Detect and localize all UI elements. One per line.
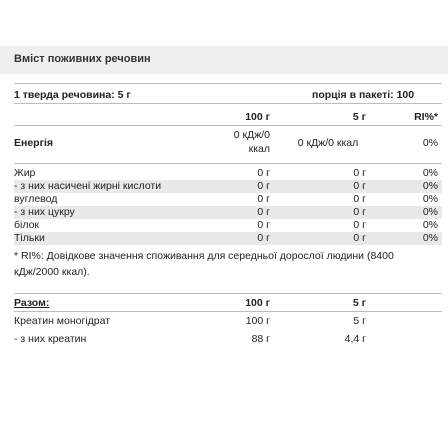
nutrient-ri: 0% xyxy=(422,137,438,149)
col-header-ri: RI%* xyxy=(414,111,438,123)
nutrient-name: Тільки xyxy=(14,232,45,244)
ingredient-name: Креатин моногідрат xyxy=(14,315,111,327)
composition-per100-header: 100 г xyxy=(245,297,270,309)
nutrient-name: Енергія xyxy=(14,137,54,149)
nutrient-name: білок xyxy=(14,219,40,231)
composition-total-label: Разом: xyxy=(14,297,50,309)
nutrient-per100: 0 кДж/0 ккал xyxy=(233,129,270,155)
ingredient-per100: 88 г xyxy=(251,333,270,345)
title-bar xyxy=(0,46,448,74)
serving-size-label: 1 тверда речовина: 5 г xyxy=(14,89,131,101)
nutrient-name: вуглевод xyxy=(14,193,58,205)
nutrient-per100: 0 г xyxy=(257,193,270,205)
divider xyxy=(14,125,442,126)
nutrient-per100: 0 г xyxy=(257,180,270,192)
nutrient-per5: 0 г xyxy=(353,193,366,205)
nutrient-per100: 0 г xyxy=(257,232,270,244)
nutrient-per5: 0 г xyxy=(353,206,366,218)
ingredient-per5: 4,4 г xyxy=(344,333,366,345)
nutrient-ri: 0% xyxy=(422,206,438,218)
nutrient-name: Жир xyxy=(14,167,36,179)
nutrient-per100: 0 г xyxy=(257,219,270,231)
nutrient-ri: 0% xyxy=(422,219,438,231)
nutrient-per5: 0 г xyxy=(353,219,366,231)
composition-per5-header: 5 г xyxy=(352,297,366,309)
divider xyxy=(14,103,442,104)
divider xyxy=(14,293,442,294)
divider xyxy=(14,163,442,164)
ingredient-name: - з них креатин xyxy=(14,333,87,345)
page-title: Вміст поживних речовин xyxy=(14,53,151,65)
nutrient-name: - з них цукру xyxy=(14,206,75,218)
divider xyxy=(14,83,442,84)
col-header-per100: 100 г xyxy=(245,111,270,123)
ingredient-per100: 100 г xyxy=(245,315,270,327)
ri-footnote: * RI%: Довідкове значення споживання для середньої дорослої людини (8400 кДж/2000 ккал). xyxy=(14,250,394,278)
nutrient-name: - з них насичені жирні кислоти xyxy=(14,180,162,192)
servings-per-pack-label: порція в пакеті: 100 xyxy=(312,89,415,101)
nutrient-per5: 0 г xyxy=(353,167,366,179)
nutrient-ri: 0% xyxy=(422,232,438,244)
nutrient-ri: 0% xyxy=(422,193,438,205)
col-header-per5: 5 г xyxy=(352,111,366,123)
nutrient-ri: 0% xyxy=(422,167,438,179)
nutrient-per5: 0 г xyxy=(353,232,366,244)
nutrient-per100: 0 г xyxy=(257,167,270,179)
nutrient-ri: 0% xyxy=(422,180,438,192)
nutrient-per5: 0 кДж/0 ккал xyxy=(297,137,359,149)
nutrient-per5: 0 г xyxy=(353,180,366,192)
nutrient-per100: 0 г xyxy=(257,206,270,218)
divider xyxy=(14,311,442,312)
ingredient-per5: 5 г xyxy=(353,315,366,327)
